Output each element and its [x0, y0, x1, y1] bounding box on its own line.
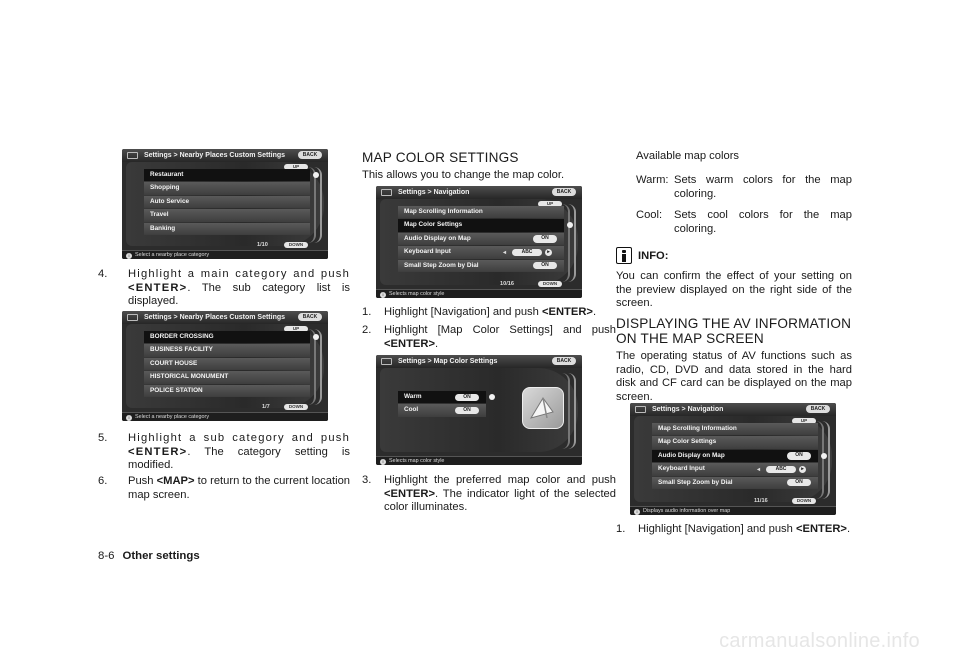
cool-definition: Cool: Sets cool colors for the map coloring.	[636, 209, 852, 235]
map-preview-icon	[523, 388, 563, 428]
screen-title: Settings > Navigation	[376, 186, 582, 199]
list-item[interactable]: Auto Service	[144, 196, 310, 208]
info-icon: i	[380, 292, 386, 298]
indicator-light-icon	[821, 453, 827, 459]
intro-text: The operating status of AV functions such as radio, CD, DVD and data stored in the hard disk and CF card can be displayed on the map screen.	[616, 350, 852, 403]
arrow-right-icon[interactable]: ▸	[799, 466, 806, 473]
on-toggle[interactable]: ON	[455, 394, 479, 401]
down-button[interactable]: DOWN	[284, 404, 308, 410]
section-heading: DISPLAYING THE AV INFORMATION ON THE MAP SCREEN	[616, 316, 852, 346]
screen-title: Settings > Nearby Places Custom Settings	[122, 311, 328, 324]
page-footer	[98, 550, 200, 562]
indicator-light-icon	[313, 172, 319, 178]
down-button[interactable]: DOWN	[284, 242, 308, 248]
watermark: carmanualsonline.info	[719, 630, 920, 652]
screen-navigation-settings	[376, 186, 582, 298]
screen-navigation-settings-audio	[630, 403, 836, 515]
section-name: Other settings	[122, 550, 200, 562]
settings-icon	[635, 406, 646, 413]
list-item[interactable]: Banking	[144, 223, 310, 235]
list-item[interactable]: Travel	[144, 209, 310, 221]
info-text: You can confirm the effect of your setting on the preview displayed on the right side of the screen.	[616, 270, 852, 310]
settings-icon	[381, 358, 392, 365]
on-toggle[interactable]: ON	[455, 407, 479, 414]
info-icon	[616, 247, 632, 264]
list-item[interactable]: Warm ON	[398, 391, 486, 403]
page-number: 8-6	[98, 550, 115, 562]
list-item[interactable]: Audio Display on Map ON	[398, 233, 564, 245]
settings-icon	[127, 152, 138, 159]
section-heading: MAP COLOR SETTINGS	[362, 150, 519, 165]
abc-selector[interactable]: ABC	[512, 249, 542, 256]
list-item[interactable]: Map Color Settings	[652, 436, 818, 448]
on-toggle[interactable]: ON	[787, 452, 811, 459]
list-item[interactable]: COURT HOUSE	[144, 358, 310, 370]
step-1: 1. Highlight [Navigation] and push <ENTER>.	[616, 523, 851, 535]
warm-definition: Warm: Sets warm colors for the map coloring.	[636, 174, 852, 200]
screen-hint: i Selects map color style	[376, 456, 582, 465]
page-counter: 1/10	[257, 242, 268, 248]
list-item[interactable]: POLICE STATION	[144, 385, 310, 397]
step-5: 5. Highlight a sub category and push <ENTER>. The category setting is modified.	[98, 432, 350, 472]
list-item[interactable]: Map Scrolling Information	[652, 423, 818, 435]
down-button[interactable]: DOWN	[792, 498, 816, 504]
back-button[interactable]: BACK	[298, 313, 322, 321]
info-icon: i	[380, 459, 386, 465]
info-icon: i	[126, 253, 132, 259]
screen-hint: i Select a nearby place category	[122, 250, 328, 259]
on-toggle[interactable]: ON	[533, 262, 557, 269]
page-counter: 10/16	[500, 281, 514, 287]
screen-hint: i Displays audio information over map	[630, 506, 836, 515]
list-item[interactable]: Map Scrolling Information	[398, 206, 564, 218]
step-6: 6. Push <MAP> to return to the current location map screen.	[98, 475, 351, 501]
screen-hint: i Select a nearby place category	[122, 412, 328, 421]
up-button[interactable]: UP	[284, 326, 308, 332]
down-button[interactable]: DOWN	[538, 281, 562, 287]
indicator-light-icon	[489, 394, 495, 400]
list-item[interactable]: HISTORICAL MONUMENT	[144, 371, 310, 383]
page-counter: 11/16	[754, 498, 768, 504]
screen-title: Settings > Navigation	[630, 403, 836, 416]
back-button[interactable]: BACK	[552, 188, 576, 196]
list-item[interactable]: Restaurant	[144, 169, 310, 181]
back-button[interactable]: BACK	[806, 405, 830, 413]
list-item[interactable]: Keyboard Input ◂ ABC ▸	[652, 463, 818, 475]
indicator-light-icon	[313, 334, 319, 340]
list-item[interactable]: Small Step Zoom by Dial ON	[652, 477, 818, 489]
back-button[interactable]: BACK	[552, 357, 576, 365]
list-item[interactable]: Small Step Zoom by Dial ON	[398, 260, 564, 272]
on-toggle[interactable]: ON	[787, 479, 811, 486]
screen-title: Settings > Map Color Settings	[376, 355, 582, 368]
list-item[interactable]: BORDER CROSSING	[144, 331, 310, 343]
list-item[interactable]: Map Color Settings	[398, 219, 564, 231]
settings-icon	[127, 314, 138, 321]
info-icon: i	[634, 509, 640, 515]
list-item[interactable]: Keyboard Input ◂ ABC ▸	[398, 246, 564, 258]
up-button[interactable]: UP	[792, 418, 816, 424]
on-toggle[interactable]: ON	[533, 235, 557, 242]
step-2: 2. Highlight [Map Color Settings] and push <ENTER>.	[362, 324, 616, 350]
info-label: INFO:	[638, 250, 669, 262]
screen-map-color-settings	[376, 355, 582, 465]
available-colors-label: Available map colors	[636, 150, 740, 162]
screen-nearby-sub-categories	[122, 311, 328, 421]
screen-hint: i Selects map color style	[376, 289, 582, 298]
list-item[interactable]: Shopping	[144, 182, 310, 194]
map-preview	[522, 387, 564, 429]
step-3: 3. Highlight the preferred map color and push <ENTER>. The indicator light of the selected color illuminates.	[362, 474, 616, 514]
abc-selector[interactable]: ABC	[766, 466, 796, 473]
step-4: 4. Highlight a main category and push <ENTER>. The sub category list is displayed.	[98, 268, 350, 308]
info-icon: i	[126, 415, 132, 421]
arrow-left-icon[interactable]: ◂	[756, 467, 760, 474]
up-button[interactable]: UP	[538, 201, 562, 207]
screen-title: Settings > Nearby Places Custom Settings	[122, 149, 328, 162]
list-item[interactable]: BUSINESS FACILITY	[144, 344, 310, 356]
list-item[interactable]: Audio Display on Map ON	[652, 450, 818, 462]
intro-text: This allows you to change the map color.	[362, 169, 565, 181]
page-counter: 1/7	[262, 404, 270, 410]
arrow-left-icon[interactable]: ◂	[502, 250, 506, 257]
list-item[interactable]: Cool ON	[398, 404, 486, 416]
step-1: 1. Highlight [Navigation] and push <ENTER>.	[362, 306, 597, 318]
screen-nearby-main-categories	[122, 149, 328, 259]
up-button[interactable]: UP	[284, 164, 308, 170]
arrow-right-icon[interactable]: ▸	[545, 249, 552, 256]
back-button[interactable]: BACK	[298, 151, 322, 159]
settings-icon	[381, 189, 392, 196]
